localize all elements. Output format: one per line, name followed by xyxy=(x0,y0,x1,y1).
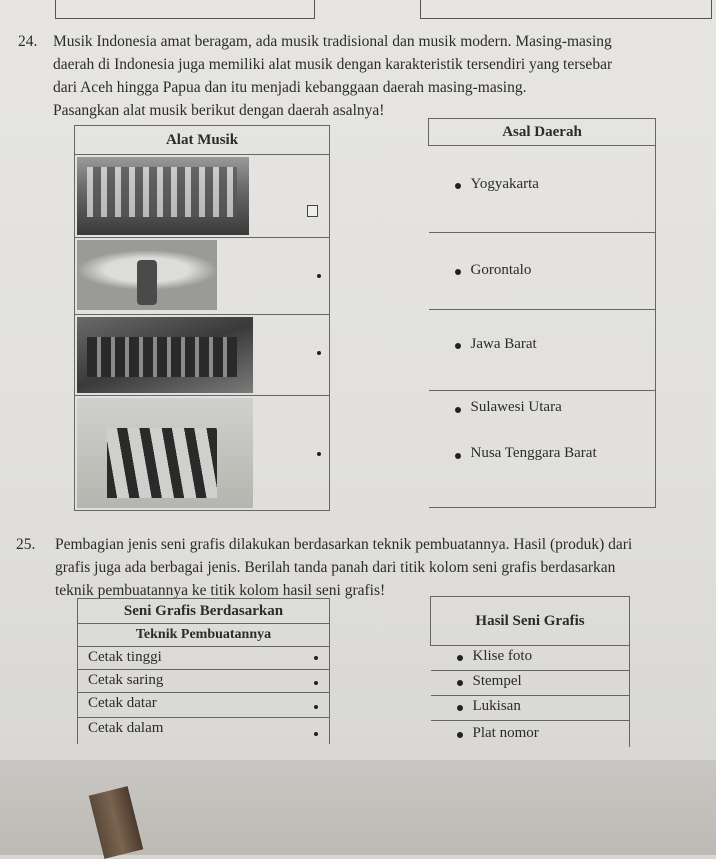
region-row-4 xyxy=(429,391,656,508)
technique-label-3: Cetak datar xyxy=(88,695,157,711)
technique-dot-4[interactable] xyxy=(314,732,318,736)
region-row-3 xyxy=(429,310,656,391)
result-row-2 xyxy=(431,671,630,696)
region-dot-1[interactable] xyxy=(455,183,461,189)
result-dot-4[interactable] xyxy=(457,732,463,738)
region-label-3: Jawa Barat xyxy=(470,336,537,352)
region-dot-3[interactable] xyxy=(455,343,461,349)
question-25-line-2: grafis juga ada berbagai jenis. Berilah tanda panah dari titik kolom seni grafis berdasarkan xyxy=(55,559,616,576)
technique-dot-2[interactable] xyxy=(314,681,318,685)
previous-question-box-right xyxy=(420,0,712,19)
technique-row-3 xyxy=(78,693,330,718)
region-row-1 xyxy=(429,146,656,233)
question-24-line-2: daerah di Indonesia juga memiliki alat musik dengan karakteristik tersendiri yang tersebar xyxy=(53,56,613,73)
technique-row-2 xyxy=(78,670,330,693)
technique-dot-1[interactable] xyxy=(314,656,318,660)
technique-label-2: Cetak saring xyxy=(88,672,164,688)
technique-row-1 xyxy=(78,647,330,670)
result-dot-1[interactable] xyxy=(457,655,463,661)
instrument-dot-3[interactable] xyxy=(317,351,321,355)
result-label-4: Plat nomor xyxy=(472,725,539,741)
result-table xyxy=(430,596,630,747)
technique-label-4: Cetak dalam xyxy=(88,720,164,736)
result-row-4 xyxy=(431,721,630,748)
technique-table-header-1: Seni Grafis Berdasarkan xyxy=(78,599,330,624)
result-label-2: Stempel xyxy=(472,673,522,689)
instrument-row-4 xyxy=(75,396,330,511)
region-table xyxy=(428,118,656,508)
question-24-line-3: dari Aceh hingga Papua dan itu menjadi kebanggaan daerah masing-masing. xyxy=(53,79,527,96)
angklung-image xyxy=(77,157,249,235)
instrument-dot-2[interactable] xyxy=(317,274,321,278)
question-24-instruction: Pasangkan alat musik berikut dengan daerah asalnya! xyxy=(53,102,385,119)
technique-dot-3[interactable] xyxy=(314,705,318,709)
region-label-1: Yogyakarta xyxy=(470,176,539,192)
result-dot-2[interactable] xyxy=(457,680,463,686)
technique-label-1: Cetak tinggi xyxy=(88,649,162,665)
question-24-line-1: Musik Indonesia amat beragam, ada musik tradisional dan musik modern. Masing-masing xyxy=(53,33,612,50)
instrument-row-2 xyxy=(75,238,330,315)
checkbox-icon[interactable] xyxy=(307,205,318,217)
region-label-4: Sulawesi Utara xyxy=(470,399,562,415)
instrument-row-3 xyxy=(75,315,330,396)
region-row-2 xyxy=(429,233,656,310)
region-label-2: Gorontalo xyxy=(470,262,532,278)
instrument-table xyxy=(74,125,330,511)
previous-question-box-left xyxy=(55,0,315,19)
result-row-1 xyxy=(431,646,630,671)
region-dot-4[interactable] xyxy=(455,407,461,413)
region-dot-5[interactable] xyxy=(455,453,461,459)
technique-row-4 xyxy=(78,718,330,745)
instrument-table-header: Alat Musik xyxy=(75,126,330,155)
kolintang-image xyxy=(77,317,253,393)
question-25-number: 25. xyxy=(16,536,36,553)
sasando-image xyxy=(77,240,217,310)
question-25-instruction: teknik pembuatannya ke titik kolom hasil seni grafis! xyxy=(55,582,386,599)
result-label-3: Lukisan xyxy=(472,698,521,714)
result-dot-3[interactable] xyxy=(457,705,463,711)
question-24-number: 24. xyxy=(18,33,38,50)
result-row-3 xyxy=(431,696,630,721)
result-label-1: Klise foto xyxy=(472,648,533,664)
technique-table-header-2: Teknik Pembuatannya xyxy=(78,624,330,647)
question-25-line-1: Pembagian jenis seni grafis dilakukan berdasarkan teknik pembuatannya. Hasil (produk) dari xyxy=(55,536,633,553)
technique-table xyxy=(77,598,330,744)
region-table-header: Asal Daerah xyxy=(429,119,656,146)
instrument-dot-4[interactable] xyxy=(317,452,321,456)
bamboo-instrument-image xyxy=(77,398,253,508)
region-dot-2[interactable] xyxy=(455,269,461,275)
instrument-row-1 xyxy=(75,155,330,238)
region-label-5: Nusa Tenggara Barat xyxy=(470,445,597,461)
result-table-header: Hasil Seni Grafis xyxy=(431,597,630,646)
